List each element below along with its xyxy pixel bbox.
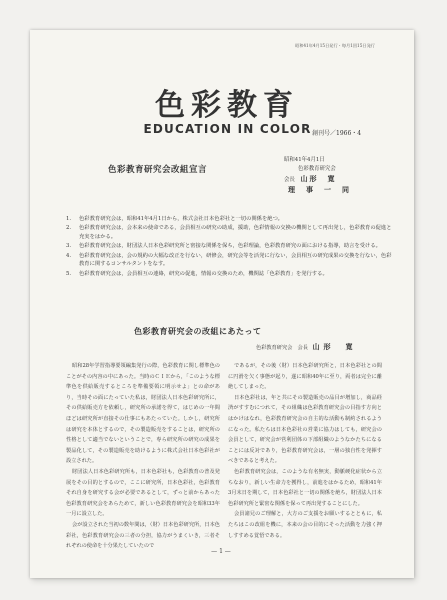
item-text: 色彩教育研究会は，会の規約の大幅な改正を行ない，研修会，研究会等を活発に行ない，会員相互の研究成果の交換を行ない，色彩教育に関するコンサルタントをなす。 (79, 252, 392, 268)
author-name: 山形 寛 (312, 342, 357, 351)
article-title: 色彩教育研究会の改組にあたって (134, 326, 262, 336)
list-item (66, 224, 396, 242)
declaration-organization: 色彩教育研究会 (298, 166, 336, 172)
declaration-date: 昭和41年4月1日 (284, 157, 325, 163)
item-number: 4. (66, 252, 72, 259)
list-item (66, 242, 396, 251)
masthead-title-english: EDUCATION IN COLOR (143, 122, 312, 136)
board-signature: 理 事 一 同 (288, 185, 351, 194)
declaration-signature-block (284, 156, 351, 194)
paragraph: 会が設立された当初の数年間は，（財）日本色彩研究所，日本色彩社，色彩教育研究会の三者の分担，協力がうまくいき，三者それぞれの使命を十分果たしていたので (66, 521, 220, 550)
paragraph: 会員諸兄のご理解と，大方のご支援をお願いするとともに，私たちはこの改組を機に，本来の会の目的にそった活動を力強く押しすすめる覚悟である。 (228, 511, 382, 539)
list-item (66, 252, 396, 270)
item-text: 色彩教育研究会は，会本来の使命である，会員相互の研究の助成，援助，色彩情報の交換の機関として再出発し，色彩教育の促進と充実をはかる。 (79, 225, 392, 241)
paragraph: 昭和28年学習指導要領編集発行の際，色彩教育に関し標準色のことがその内容の中にあった。当時のＣＩＥから，「このような標準色を供給販売するところを準備要領に明示せよ」との命があり，当時その面にたっていた私は，財団法人日本色彩研究所に，その供給販売方を依頼し，研究所の承諾を得て，はじめの一年間ほどは研究所が直接その仕事にもあたっていた。しかし，研究所は研究を本体とするので，その製造販売をすることは，研究所の性格として適当でないということで，専ら研究所の研究の成果を製品化して，その製造販売を助けるように株式会社日本色彩社が設立された。 (66, 363, 220, 465)
chair-name: 山形 寛 (300, 174, 337, 183)
declaration-items (66, 215, 396, 279)
item-number: 5. (66, 270, 72, 277)
list-item (66, 270, 396, 279)
item-text: 色彩教育研究会は，昭和41年4月1日から，株式会社日本色彩社と一切の関係を絶つ。 (79, 216, 283, 222)
issue-label: 創刊号／1966・4 (312, 130, 362, 137)
article-author (256, 342, 357, 352)
paragraph: であるが，その後（財）日本色彩研究所と，日本色彩社との間に円滑を欠く事態が起り，遂に昭和40年に至り，両者は完全に離絶してしまった。 (228, 363, 382, 391)
page-number: — 1 — (211, 548, 231, 555)
paragraph: 日本色彩社は，年と共にその製造販売の品目が増加し，商品経済がすすむにつれて，その組織は色彩教育研究会の目指す方向とはかけはなれ，色彩教育研究会の自主的な活動も制約されるようになった。私たちは日本色彩社の営業に協力はしても，研究会の会員として，研究会が営利団体の下部組織のようなかたちになることには反対であり，色彩教育研究会は，一層の独自性を発揮すべきであると考えた。 (228, 394, 382, 465)
article-column-left (66, 361, 220, 552)
item-number: 3. (66, 243, 72, 250)
paragraph: 財団法人日本色彩研究所も，日本色彩社も，色彩教育の普及発展をその目的とするので，ここに研究所，日本色彩社，色彩教育それ自身を研究する会が必要であるとして，ずっと前からあった色彩教育研究会をあらためて，新しい色彩教育研究会を昭和33年一月に設立した。 (66, 468, 220, 518)
item-number: 2. (66, 225, 72, 232)
publication-info: 昭和41年4月15日発行・毎月1回15日発行 (295, 43, 375, 48)
paragraph: 色彩教育研究会は，このような有名無実，動脈硬化症状から立ちなおり，新しい生命力を獲得し，前進をはかるため，昭和41年3月末日を期して，日本色彩社と一切の関係を絶ち，財団法人日本色彩研究所と緊密な関係を保って再出発することにした。 (228, 468, 382, 507)
article-column-right (228, 361, 382, 541)
declaration-title: 色彩教育研究会改組宣言 (108, 165, 208, 175)
journal-page (30, 30, 414, 578)
item-text: 色彩教育研究会は，会員相互の連絡，研究の促進，情報の交換のため，機関誌「色彩教育」を発行する。 (79, 270, 328, 277)
masthead-title-japanese: 色彩教育 (155, 88, 299, 123)
list-item (66, 215, 396, 224)
item-text: 色彩教育研究会は，財団法人日本色彩研究所と密接な関係を保ち，色彩理論，色彩教育研究の面における指導，助言を受ける。 (79, 243, 381, 250)
author-organization: 色彩教育研究会 会長 (256, 345, 308, 351)
item-number: 1. (66, 216, 72, 222)
chair-role: 会長 (284, 177, 295, 183)
